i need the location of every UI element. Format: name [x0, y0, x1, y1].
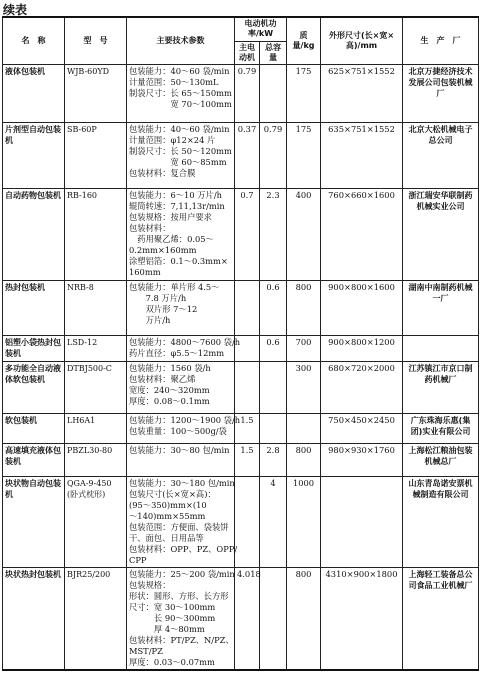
table-row	[3, 567, 479, 670]
power-total	[260, 413, 287, 443]
weight	[287, 413, 321, 443]
spec-line: 制袋尺寸：长 50～120mm	[129, 145, 232, 156]
spec-line: 包装重量：100～500g/袋	[129, 425, 227, 436]
machine-name: 多功能全自动液体软包装机	[3, 361, 65, 413]
weight: 400	[287, 188, 321, 280]
spec-line: 包装能力：30～80 包/min	[129, 444, 230, 455]
power-total: 0.6	[260, 280, 287, 335]
machine-name: 铝塑小袋热封包装机	[3, 335, 65, 361]
model-number: SB-60P	[65, 122, 127, 188]
spec-line: 包装能力：25～200 袋/min	[129, 568, 235, 579]
power-total: 4	[260, 476, 287, 567]
spec-table	[2, 16, 479, 671]
weight: 300	[287, 361, 321, 413]
spec-line: 宽度：240～320mm	[129, 384, 210, 395]
table-row	[3, 64, 479, 122]
table-row	[3, 335, 479, 361]
spec-line: 7.8 万片/h	[129, 292, 187, 303]
spec-list	[127, 188, 235, 280]
spec-line: 制袋尺寸：长 65～150mm	[129, 87, 232, 98]
spec-line: 包装能力：1560 袋/h	[129, 362, 211, 373]
spec-line: 干、面包、日用品等	[129, 532, 204, 543]
spec-line: 宽 70～100mm	[129, 98, 232, 109]
spec-line: ～140)mm×55mm	[129, 510, 206, 521]
power-total: 0.6	[260, 335, 287, 361]
spec-line: 包装规格：	[129, 579, 171, 590]
machine-name: 块状物自动包装机	[3, 476, 65, 567]
model-number: LH6A1	[65, 413, 127, 443]
machine-name: 块状热封包装机	[3, 567, 65, 670]
dimensions: 900×800×1600	[321, 280, 403, 335]
spec-line: 包装材料：OPP、PZ、OPP/	[129, 543, 238, 554]
weight: 175	[287, 64, 321, 122]
model-number: NRB-8	[65, 280, 127, 335]
header-model: 型 号	[65, 17, 127, 64]
dimensions: 680×720×2000	[321, 361, 403, 413]
manufacturer: 江苏镇江市京口制药机械厂	[403, 361, 479, 413]
spec-line: 计量范围：50～130mL	[129, 76, 219, 87]
dimensions: 760×660×1600	[321, 188, 403, 280]
header-maker: 生 产 厂	[403, 17, 479, 64]
machine-name: 热封包装机	[3, 280, 65, 335]
spec-line: 辊筒转速：7,11,13r/min	[129, 200, 225, 211]
spec-line: 包装尺寸(长×宽×高)：	[129, 488, 216, 499]
spec-line: 包装能力：40～60 袋/min	[129, 65, 230, 76]
manufacturer: 山东青岛诺安票机械制造有限公司	[403, 476, 479, 567]
machine-name: 片剂型自动包装机	[3, 122, 65, 188]
spec-line: 计量范围：φ12×24 片	[129, 134, 216, 145]
spec-line: 包装材料：PT/PZ、N/PZ、	[129, 634, 234, 645]
power-main	[235, 361, 260, 413]
model-number: DTBJ500-C	[65, 361, 127, 413]
header-specs: 主要技术参数	[127, 17, 235, 64]
spec-line: 厚度：0.08～0.1mm	[129, 395, 210, 406]
weight: 800	[287, 280, 321, 335]
dimensions	[321, 476, 403, 567]
power-total	[260, 64, 287, 122]
spec-line: 形状：圆形、方形、长方形	[129, 590, 229, 601]
machine-name: 软包装机	[3, 413, 65, 443]
table-body	[3, 64, 479, 670]
spec-list	[127, 476, 238, 567]
table-caption: 续表	[3, 3, 28, 17]
dimensions: 980×930×1760	[321, 443, 403, 476]
machine-name: 液体包装机	[3, 64, 65, 122]
spec-line: 万片/h	[129, 314, 171, 325]
spec-line: 双片形 7～12	[129, 303, 198, 314]
model-number: PBZL30-80	[65, 443, 127, 476]
spec-line: 包装能力：单片形 4.5～	[129, 281, 220, 292]
power-total	[260, 361, 287, 413]
power-total: 0.79	[260, 122, 287, 188]
spec-list	[127, 122, 235, 188]
spec-line: 包装能力：40～60 袋/min	[129, 123, 230, 134]
spec-line: 包装能力：1200～1900 袋/h	[129, 414, 241, 425]
header-power-total: 总容量	[260, 41, 287, 64]
power-main: 0.37	[235, 122, 260, 188]
header-weight: 质量/kg	[287, 17, 321, 64]
model-number: QGA-9-450 (卧式枕形)	[65, 476, 127, 567]
table-row	[3, 122, 479, 188]
dimensions: 4310×900×1800	[321, 567, 403, 670]
machine-name: 自动药物包装机	[3, 188, 65, 280]
table-row	[3, 188, 479, 280]
spec-line: 尺寸：宽 30～100mm	[129, 601, 216, 612]
spec-line: 长 90～300mm	[129, 612, 216, 623]
power-total: 2.3	[260, 188, 287, 280]
power-total: 2.8	[260, 443, 287, 476]
model-number: LSD-12	[65, 335, 127, 361]
weight: 800	[287, 443, 321, 476]
table-row	[3, 443, 479, 476]
spec-line: 包装范围：方便面、袋装饼	[129, 521, 229, 532]
power-main: 0.79	[235, 64, 260, 122]
spec-line: 160mm	[129, 266, 161, 277]
spec-list	[127, 280, 235, 335]
weight: 800	[287, 567, 321, 670]
weight: 1000	[287, 476, 321, 567]
spec-line: 包装材料：	[129, 222, 171, 233]
spec-line: 包装能力：4800～7600 袋/h	[129, 336, 241, 347]
manufacturer: 浙江瑞安华联制药机械实业公司	[403, 188, 479, 280]
manufacturer	[403, 335, 479, 361]
weight: 700	[287, 335, 321, 361]
manufacturer: 北京大松机械电子总公司	[403, 122, 479, 188]
manufacturer: 上海轻工装备总公司食品工业机械厂	[403, 567, 479, 670]
table-row	[3, 361, 479, 413]
spec-line: 包装规格：按用户要求	[129, 211, 212, 222]
spec-line: CPP	[129, 554, 147, 565]
spec-line: 厚 4～80mm	[129, 623, 205, 634]
spec-line: 包装能力：30～180 包/min	[129, 477, 235, 488]
table-row	[3, 280, 479, 335]
power-main	[235, 476, 260, 567]
manufacturer: 广东珠海乐惠(集团)实业有限公司	[403, 413, 479, 443]
spec-line: (95～350)mm×(10	[129, 499, 207, 510]
table-row	[3, 476, 479, 567]
spec-line: 涂塑铝箔：0.1～0.3mm×	[129, 255, 228, 266]
spec-line: MST/PZ	[129, 645, 163, 656]
spec-line: 0.2mm×160mm	[129, 244, 197, 255]
dimensions: 635×751×1552	[321, 122, 403, 188]
spec-list	[127, 64, 235, 122]
spec-line: 包装材料：复合膜	[129, 167, 196, 178]
power-total	[260, 567, 287, 670]
spec-line: 包装材料：聚乙烯	[129, 373, 196, 384]
dimensions: 900×800×1200	[321, 335, 403, 361]
manufacturer: 上海松江粮油包装机械总厂	[403, 443, 479, 476]
power-main	[235, 280, 260, 335]
spec-list	[127, 413, 241, 443]
power-main: 4.018	[235, 567, 260, 670]
spec-list	[127, 335, 241, 361]
model-number: WJB-60YD	[65, 64, 127, 122]
spec-line: 药用聚乙烯：0.05～	[129, 233, 214, 244]
spec-list	[127, 567, 235, 670]
table-row	[3, 413, 479, 443]
spec-line: 包装能力：6～10 万片/h	[129, 189, 222, 200]
model-number: RB-160	[65, 188, 127, 280]
header-power-main: 主电动机	[235, 41, 260, 64]
header-dims: 外形尺寸(长×宽×高)/mm	[321, 17, 403, 64]
model-number: BJR25/200	[65, 567, 127, 670]
spec-line: 药片直径：φ5.5～12mm	[129, 347, 225, 358]
power-main: 1.5	[235, 413, 260, 443]
spec-list	[127, 443, 235, 476]
dimensions: 625×751×1552	[321, 64, 403, 122]
header-power: 电动机功率/kW	[235, 17, 287, 41]
spec-line: 厚度：0.03～0.07mm	[129, 656, 215, 667]
power-main: 0.7	[235, 188, 260, 280]
manufacturer: 湖南中南制药机械一厂	[403, 280, 479, 335]
dimensions: 750×450×2450	[321, 413, 403, 443]
spec-line: 宽 60～85mm	[129, 156, 227, 167]
manufacturer: 北京万捷经济技术发展公司包装机械厂	[403, 64, 479, 122]
spec-list	[127, 361, 235, 413]
weight: 175	[287, 122, 321, 188]
machine-name: 高速填充液体包装机	[3, 443, 65, 476]
header-name: 名 称	[3, 17, 65, 64]
power-main: 1.5	[235, 443, 260, 476]
